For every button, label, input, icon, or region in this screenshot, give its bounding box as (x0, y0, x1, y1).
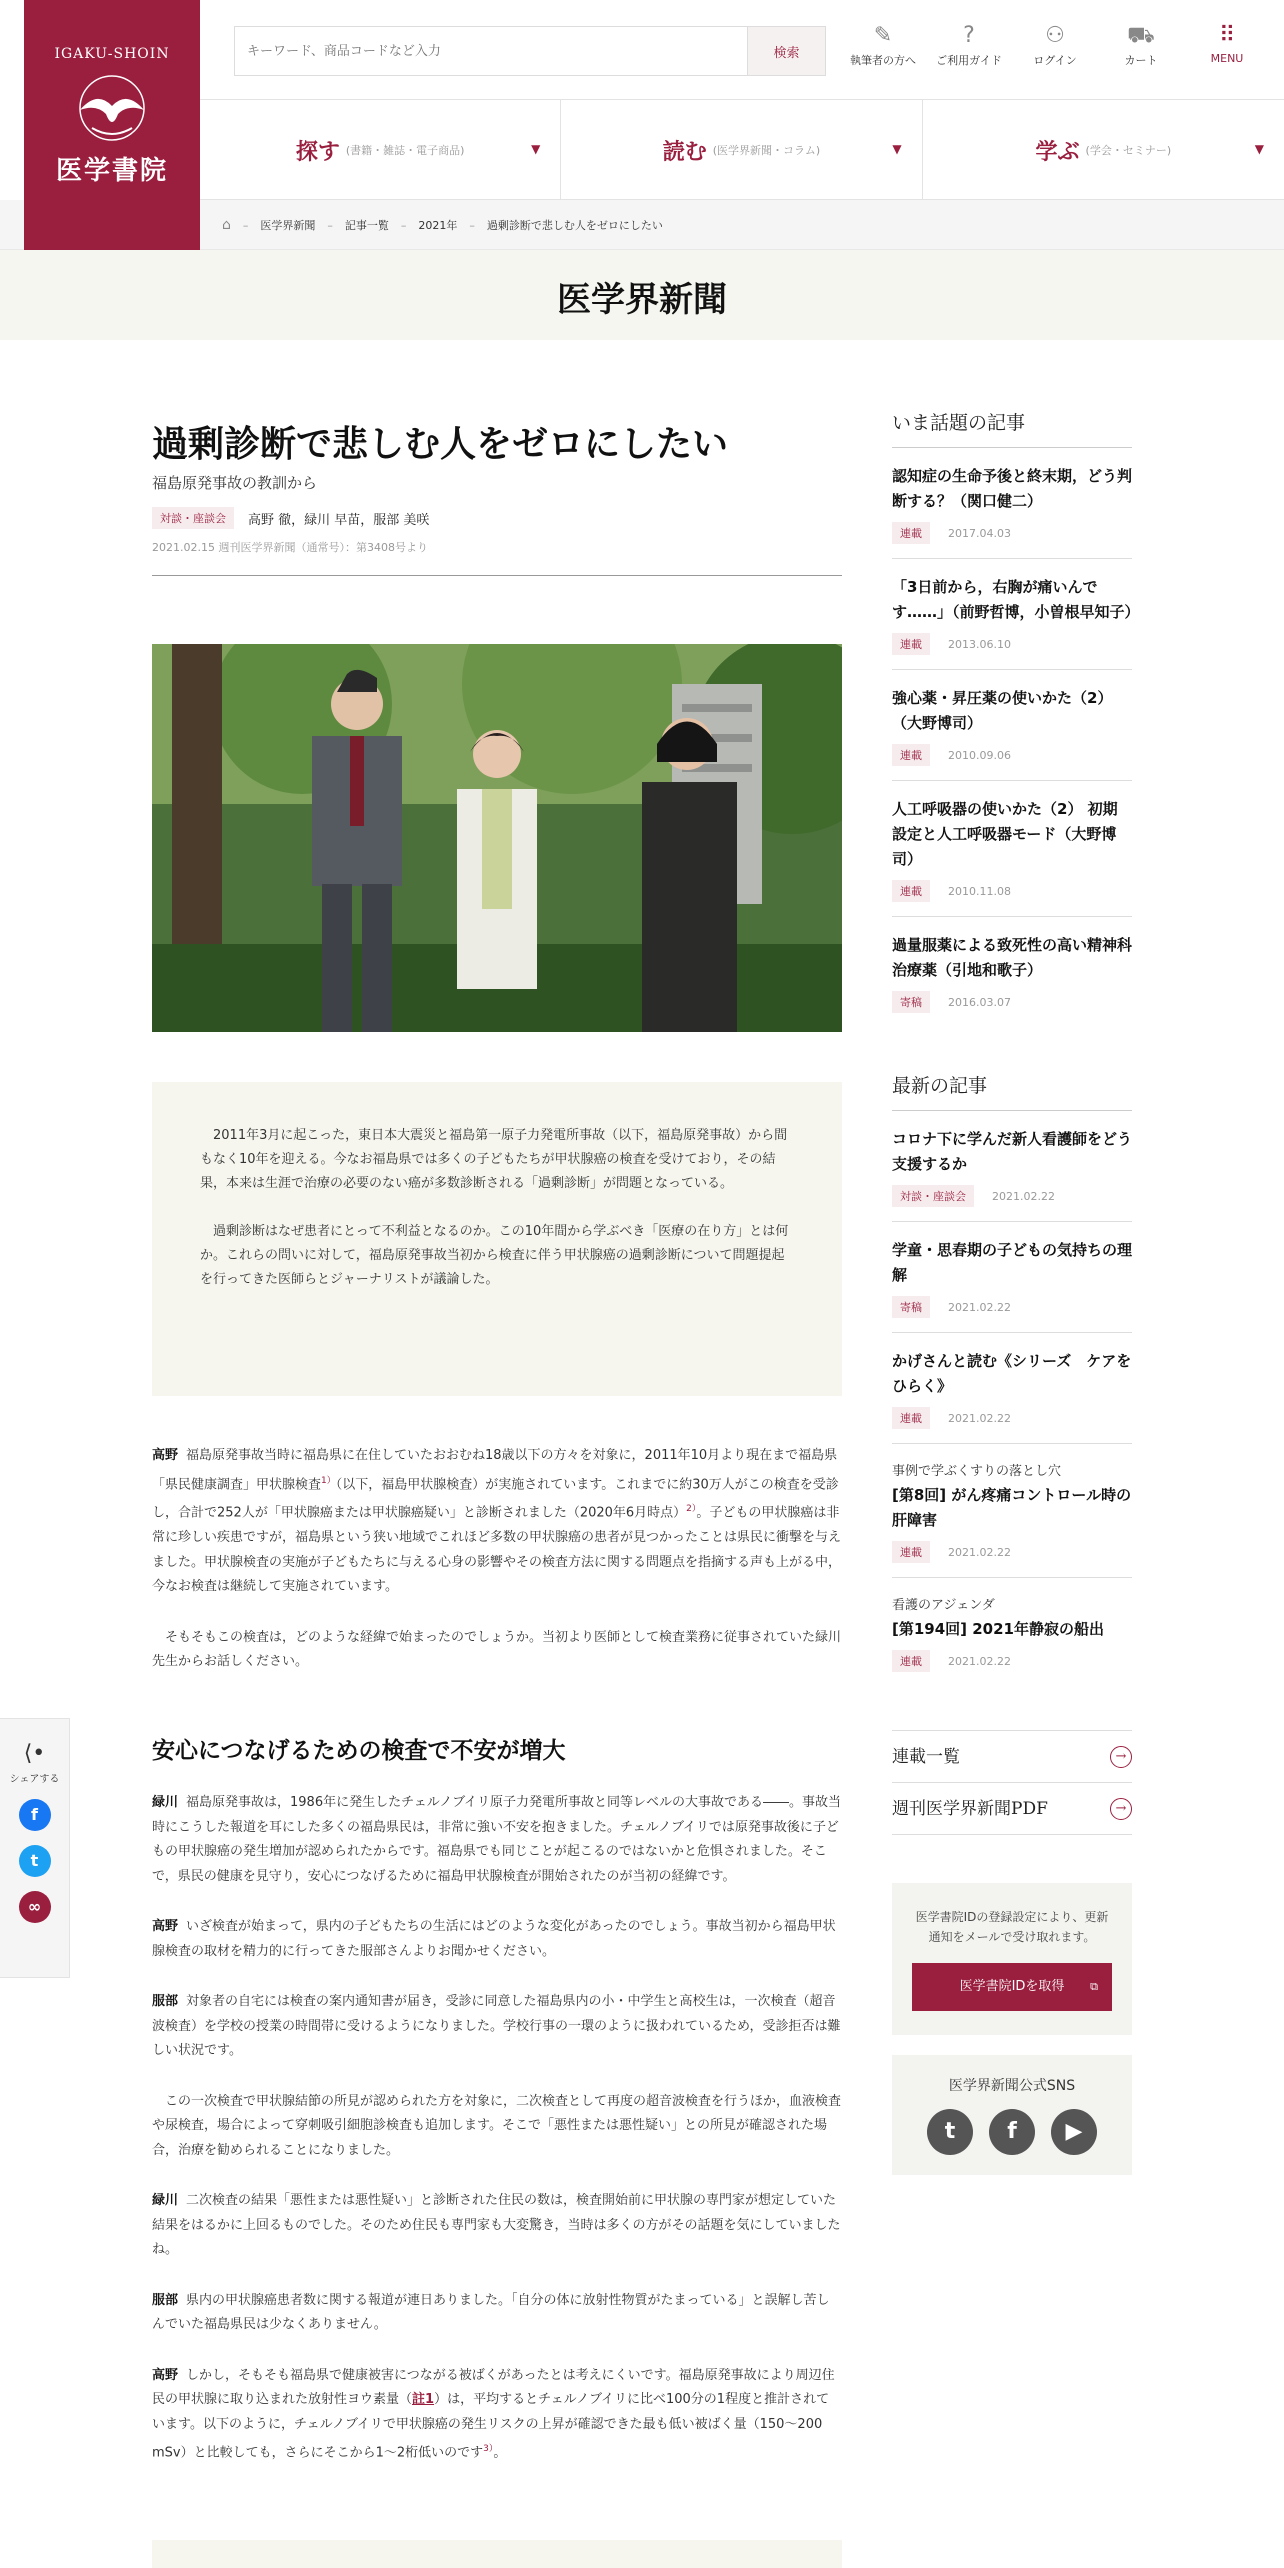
tool-label: MENU (1210, 52, 1244, 65)
tool-label: ご利用ガイド (936, 54, 1002, 67)
text: しかし，そもそも福島県で健康被害につながる被ばくがあったとは考えにくいです。福島原発事故により周辺住民の甲状腺に取り込まれた放射性ヨウ素量（ (152, 2367, 835, 2408)
popular-title: いま話題の記事 (892, 408, 1132, 448)
popular-item[interactable] (892, 559, 1140, 670)
site-header (0, 0, 1284, 200)
caret-down-icon: ▼ (892, 142, 902, 156)
tool-menu[interactable] (1184, 20, 1270, 80)
tool-writers[interactable] (840, 20, 926, 80)
text: 二次検査の結果「悪性または悪性疑い」と診断された住民の数は，検査開始前に甲状腺の専門家が想定していた結果をはるかに上回るものでした。そのため住民も専門家も大変驚き，当時は多くの方がその話題を気にしていましたね。 (152, 2193, 841, 2258)
item-title: 認知症の生命予後と終末期，どう判断する？（関口健二） (892, 467, 1133, 510)
article-date: 2021.02.15 週刊医学界新聞（通常号）：第3408号より (152, 541, 428, 554)
sns-title: 医学界新聞公式SNS (948, 2078, 1076, 2094)
text: 福島原発事故当時に福島県に在住していたおおむね18歳以下の方々を対象に，2011年10月より現在まで福島県「県民健康調査」甲状腺検査 (152, 1448, 838, 1492)
breadcrumb-sep: – (242, 218, 249, 232)
share-bar (0, 1718, 70, 1978)
popular-item[interactable] (892, 917, 1132, 1027)
speaker: 高野 (152, 1919, 179, 1935)
footnote-link[interactable]: 註1 (412, 2392, 435, 2408)
body-paragraph (152, 1915, 842, 1964)
tool-label: カート (1124, 54, 1158, 67)
item-date: 2021.02.22 (948, 1300, 1011, 1314)
item-title: 過量服薬による致死性の高い精神科治療薬（引地和歌子） (892, 936, 1133, 979)
id-text: 医学書院IDの登録設定により、更新通知をメールで受け取れます。 (915, 1910, 1109, 1944)
nav-title: 読む (662, 138, 707, 165)
item-tag: 連載 (892, 744, 930, 766)
item-title: 学童・思春期の子どもの気持ちの理解 (892, 1241, 1133, 1284)
arrow-right-icon: → (1110, 1798, 1132, 1820)
nav-learn[interactable] (923, 100, 1284, 200)
body-paragraph: この一次検査で甲状腺結節の所見が認められた方を対象に，二次検査として再度の超音波検査を行うほか，血液検査や尿検査，場合によって穿刺吸引細胞診検査も追加します。そこで「悪性または悪性疑い」との所見が確認された場合，治療を勧められることになりました。 (152, 2093, 842, 2158)
item-tag: 連載 (892, 1650, 930, 1672)
item-series: 看護のアジェンダ (892, 1598, 995, 1613)
home-icon[interactable]: ⌂ (222, 217, 231, 233)
bird-emblem-icon (62, 70, 162, 150)
logo-name: 医学書院 (55, 156, 168, 186)
nav-title: 探す (295, 138, 340, 165)
divider (152, 575, 842, 576)
link-label: 週刊医学界新聞PDF (892, 1799, 1048, 1819)
site-logo[interactable] (24, 0, 200, 250)
breadcrumb-item[interactable]: 2021年 (418, 219, 458, 232)
item-title: [第194回] 2021年静寂の船出 (892, 1620, 1104, 1638)
item-title: 「3日前から，右胸が痛いんです……」（前野哲博，小曽根早知子） (892, 578, 1140, 621)
item-title: [第8回] がん疼痛コントロール時の肝障害 (892, 1486, 1132, 1529)
search-button[interactable]: 検索 (747, 27, 825, 75)
lead-paragraph: 過剰診断はなぜ患者にとって不利益となるのか。この10年間から学ぶべき「医療の在り方」とは何か。これらの問いに対して，福島原発事故当初から検査に伴う甲状腺癌の過剰診断について問題提起を行ってきた医師らとジャーナリストが議論した。 (200, 1224, 789, 1287)
share-label: シェアする (9, 1774, 60, 1785)
link-label: 連載一覧 (892, 1747, 960, 1767)
text: 。子どもの甲状腺癌は非常に珍しい疾患ですが，福島県という狭い地域でこれほど多数の甲状腺癌の患者が見つかったことは県民に衝撃を与えました。甲状腺検査の実施が子どもたちに与える心身の影響やその検査方法に関する問題点を指摘する声も上がる中，今なお検査は継続して実施されています。 (152, 1505, 842, 1595)
item-title: 強心薬・昇圧薬の使いかた（2）（大野博司） (892, 689, 1113, 732)
share-icon[interactable]: ⟨• (23, 1741, 46, 1766)
link-icon[interactable]: ∞ (19, 1891, 51, 1923)
item-tag: 寄稿 (892, 1296, 930, 1318)
latest-item[interactable] (892, 1333, 1132, 1444)
lead-box (152, 1082, 842, 1396)
facebook-icon[interactable]: f (989, 2109, 1035, 2155)
item-date: 2010.09.06 (948, 748, 1011, 762)
nav-sub: (医学界新聞・コラム) (712, 144, 821, 157)
reference-link[interactable]: 3） (483, 2444, 494, 2455)
article-subtitle: 福島原発事故の教訓から (152, 474, 318, 492)
caret-down-icon: ▼ (1254, 142, 1264, 156)
help-icon: ? (963, 23, 975, 48)
get-id-button[interactable] (912, 1963, 1112, 2011)
section-heading: 安心につなげるための検査で不安が増大 (152, 1736, 566, 1764)
section-title: 医学界新聞 (557, 280, 727, 320)
text: 。 (493, 2445, 507, 2461)
body-paragraph (152, 1990, 842, 2064)
twitter-icon[interactable]: t (19, 1845, 51, 1877)
top-bar (200, 0, 1284, 100)
item-date: 2021.02.22 (948, 1545, 1011, 1559)
text: ）は，平均するとチェルノブイリに比べ100分の1程度と推計されています。以下のように，チェルノブイリで甲状腺癌の発生リスクの上昇が確認できた最も低い被ばく量（150～200 mSv）と比較しても，さらにそこから1～2桁低いのです (152, 2392, 830, 2461)
nav-sub: (学会・セミナー) (1085, 144, 1172, 157)
item-date: 2010.11.08 (948, 884, 1011, 898)
item-date: 2021.02.22 (948, 1654, 1011, 1668)
nav-sub: (書籍・雑誌・電子商品) (345, 144, 465, 157)
item-tag: 連載 (892, 1541, 930, 1563)
tool-label: 執筆者の方へ (850, 54, 916, 67)
photo-illustration (152, 644, 842, 1032)
item-tag: 連載 (892, 522, 930, 544)
item-date: 2021.02.22 (992, 1189, 1055, 1203)
latest-item[interactable] (892, 1111, 1132, 1222)
breadcrumb-sep: – (327, 218, 333, 232)
pdf-link[interactable] (892, 1783, 1132, 1835)
item-title: かげさんと読む《シリーズ ケアをひらく》 (892, 1352, 1132, 1395)
breadcrumb-sep: – (400, 218, 407, 232)
item-tag: 対談・座談会 (892, 1185, 974, 1207)
lead-paragraph: 2011年3月に起こった，東日本大震災と福島第一原子力発電所事故（以下，福島原発事故）から間もなく10年を迎える。今なお福島県では多くの子どもたちが甲状腺癌の検査を受けており，その結果，本来は生涯で治療の必要のない癌が多数診断される「過剰診断」が問題となっている。 (200, 1128, 788, 1191)
search-box (234, 26, 826, 76)
popular-item[interactable] (892, 781, 1132, 917)
body-paragraph (152, 1444, 842, 1600)
item-series: 事例で学ぶくすりの落とし穴 (892, 1464, 1062, 1479)
series-list-link[interactable] (892, 1731, 1132, 1783)
tool-guide[interactable] (926, 20, 1012, 80)
text: 対象者の自宅には検査の案内通知書が届き，受診に同意した福島県内の小・中学生と高校生は，一次検査（超音波検査）を学校の授業の時間帯に受けるようになりました。学校行事の一環のように扱われているため，受診拒否は難しい状況です。 (152, 1994, 841, 2059)
item-date: 2013.06.10 (948, 637, 1011, 651)
text: （以下，福島甲状腺検査）が実施されています。これまでに約30万人がこの検査を受診し，合計で252人が「甲状腺癌または甲状腺癌疑い」と診断されました（2020年6月時点） (152, 1476, 839, 1521)
text: いざ検査が始まって，県内の子どもたちの生活にはどのような変化があったのでしょう。事故当初から福島甲状腺検査の取材を精力的に行ってきた服部さんよりお聞かせください。 (152, 1919, 836, 1959)
article-title: 過剰診断で悲しむ人をゼロにしたい (152, 423, 729, 465)
breadcrumb-sep: – (469, 218, 475, 232)
search-input[interactable] (235, 27, 747, 75)
caret-down-icon: ▼ (531, 142, 541, 156)
nav-read[interactable] (561, 100, 922, 200)
nav-title: 学ぶ (1035, 138, 1080, 165)
body-paragraph (152, 2189, 842, 2263)
article-authors: 高野 徹，緑川 早苗，服部 美咲 (248, 512, 430, 528)
item-tag: 連載 (892, 633, 930, 655)
header-tools (840, 20, 1270, 80)
speaker: 服部 (152, 2292, 179, 2308)
tool-label: ログイン (1033, 54, 1077, 67)
sns-box (892, 2055, 1132, 2175)
article-body (152, 1444, 842, 2492)
latest-item[interactable] (892, 1578, 1132, 1686)
breadcrumb-item[interactable]: 医学界新聞 (260, 219, 316, 232)
facebook-icon[interactable]: f (19, 1799, 51, 1831)
body-paragraph (152, 2289, 842, 2338)
body-paragraph (152, 1791, 842, 1889)
latest-title: 最新の記事 (892, 1071, 1132, 1111)
pen-icon: ✎ (873, 23, 893, 48)
next-box (152, 2540, 842, 2568)
tool-login[interactable] (1012, 20, 1098, 80)
arrow-right-icon: → (1110, 1746, 1132, 1768)
popular-item[interactable] (892, 448, 1132, 559)
twitter-icon[interactable]: t (927, 2109, 973, 2155)
external-link-icon: ⧉ (1090, 1980, 1098, 1993)
main-nav (200, 100, 1284, 200)
item-date: 2016.03.07 (948, 995, 1011, 1009)
speaker: 高野 (152, 2367, 179, 2383)
category-tag[interactable]: 対談・座談会 (152, 507, 234, 529)
reference-link[interactable]: 1） (321, 1475, 336, 1486)
speaker: 緑川 (152, 1795, 179, 1811)
item-title: コロナ下に学んだ新人看護師をどう支援するか (892, 1130, 1133, 1173)
side-links (892, 1730, 1132, 1835)
sidebar (892, 408, 1140, 2175)
speaker: 緑川 (152, 2193, 179, 2209)
item-title: 人工呼吸器の使いかた（2） 初期設定と人工呼吸器モード（大野博司） (892, 800, 1118, 868)
breadcrumb-current: 過剰診断で悲しむ人をゼロにしたい (486, 219, 663, 232)
logo-arc-text: IGAKU-SHOIN (54, 46, 170, 62)
speaker: 高野 (152, 1448, 179, 1463)
popular-item[interactable] (892, 670, 1132, 781)
nav-search[interactable] (200, 100, 561, 200)
breadcrumb-item[interactable]: 記事一覧 (344, 219, 389, 232)
button-label: 医学書院IDを取得 (959, 1979, 1065, 1994)
item-date: 2021.02.22 (948, 1411, 1011, 1425)
id-register-box (892, 1883, 1132, 2035)
cart-icon: ⛟ (1127, 23, 1155, 48)
section-band (0, 250, 1284, 340)
latest-item[interactable] (892, 1444, 1132, 1578)
body-paragraph: そもそもこの検査は，どのような経緯で始まったのでしょうか。当初より医師として検査業務に従事されていた緑川先生からお話しください。 (152, 1629, 842, 1670)
body-paragraph (152, 2364, 842, 2466)
item-tag: 連載 (892, 880, 930, 902)
user-icon: ⚇ (1045, 23, 1065, 48)
item-tag: 寄稿 (892, 991, 930, 1013)
youtube-icon[interactable]: ▶ (1051, 2109, 1097, 2155)
menu-grid-icon: ⠿ (1218, 23, 1236, 48)
text: 福島原発事故は，1986年に発生したチェルノブイリ原子力発電所事故と同等レベルの大事故である――。事故当時にこうした報道を耳にした多くの福島県民は，非常に強い不安を抱きました。チェルノブイリでは原発事故後に子どもの甲状腺癌の発生増加が認められたからです。福島県でも同じことが起こるのではないかと危惧されました。そこで，県民の健康を見守り，安心につなげるために福島甲状腺検査が開始されたのが当初の経緯です。 (152, 1795, 842, 1884)
speaker: 服部 (152, 1994, 179, 2010)
tool-cart[interactable] (1098, 20, 1184, 80)
item-tag: 連載 (892, 1407, 930, 1429)
item-date: 2017.04.03 (948, 526, 1011, 540)
article-photo (152, 644, 842, 1032)
text: 県内の甲状腺癌患者数に関する報道が連日ありました。「自分の体に放射性物質がたまっている」と誤解し苦しんでいた福島県民は少なくありません。 (152, 2292, 830, 2333)
article (152, 420, 842, 2461)
latest-item[interactable] (892, 1222, 1132, 1333)
article-meta (152, 507, 842, 529)
reference-link[interactable]: 2） (686, 1504, 697, 1515)
